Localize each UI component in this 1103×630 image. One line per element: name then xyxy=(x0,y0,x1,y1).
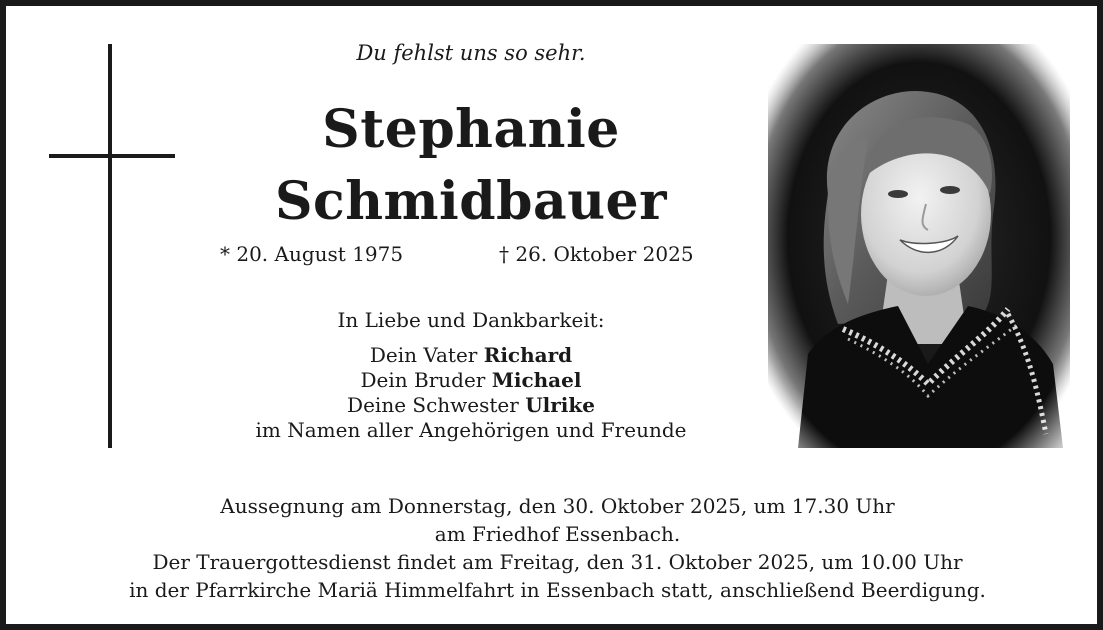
family-member: Dein Vater Richard xyxy=(369,343,573,367)
birth-date: * 20. August 1975 xyxy=(220,242,404,266)
family-list xyxy=(206,343,736,443)
service-notice xyxy=(26,492,1089,604)
family-closing: im Namen aller Angehörigen und Freunde xyxy=(255,418,687,442)
dedication-line: In Liebe und Dankbarkeit: xyxy=(337,308,605,332)
notice-line: Der Trauergottesdienst findet am Freitag, den 31. Oktober 2025, um 10.00 Uhr xyxy=(152,550,963,574)
notice-line: am Friedhof Essenbach. xyxy=(434,522,681,546)
death-date: † 26. Oktober 2025 xyxy=(499,242,694,266)
notice-line: in der Pfarrkirche Mariä Himmelfahrt in Essenbach statt, anschließend Beerdigung. xyxy=(129,578,986,602)
last-name: Schmidbauer xyxy=(275,171,667,232)
motto: Du fehlst uns so sehr. xyxy=(356,41,586,65)
notice-line: Aussegnung am Donnerstag, den 30. Oktober 2025, um 17.30 Uhr xyxy=(220,494,895,518)
portrait-photo xyxy=(768,44,1070,448)
deceased-name xyxy=(206,94,736,238)
cross-horizontal-bar xyxy=(49,154,175,158)
family-member: Deine Schwester Ulrike xyxy=(347,393,595,417)
first-name: Stephanie xyxy=(322,99,620,160)
cross-vertical-bar xyxy=(108,44,112,448)
family-member: Dein Bruder Michael xyxy=(360,368,582,392)
